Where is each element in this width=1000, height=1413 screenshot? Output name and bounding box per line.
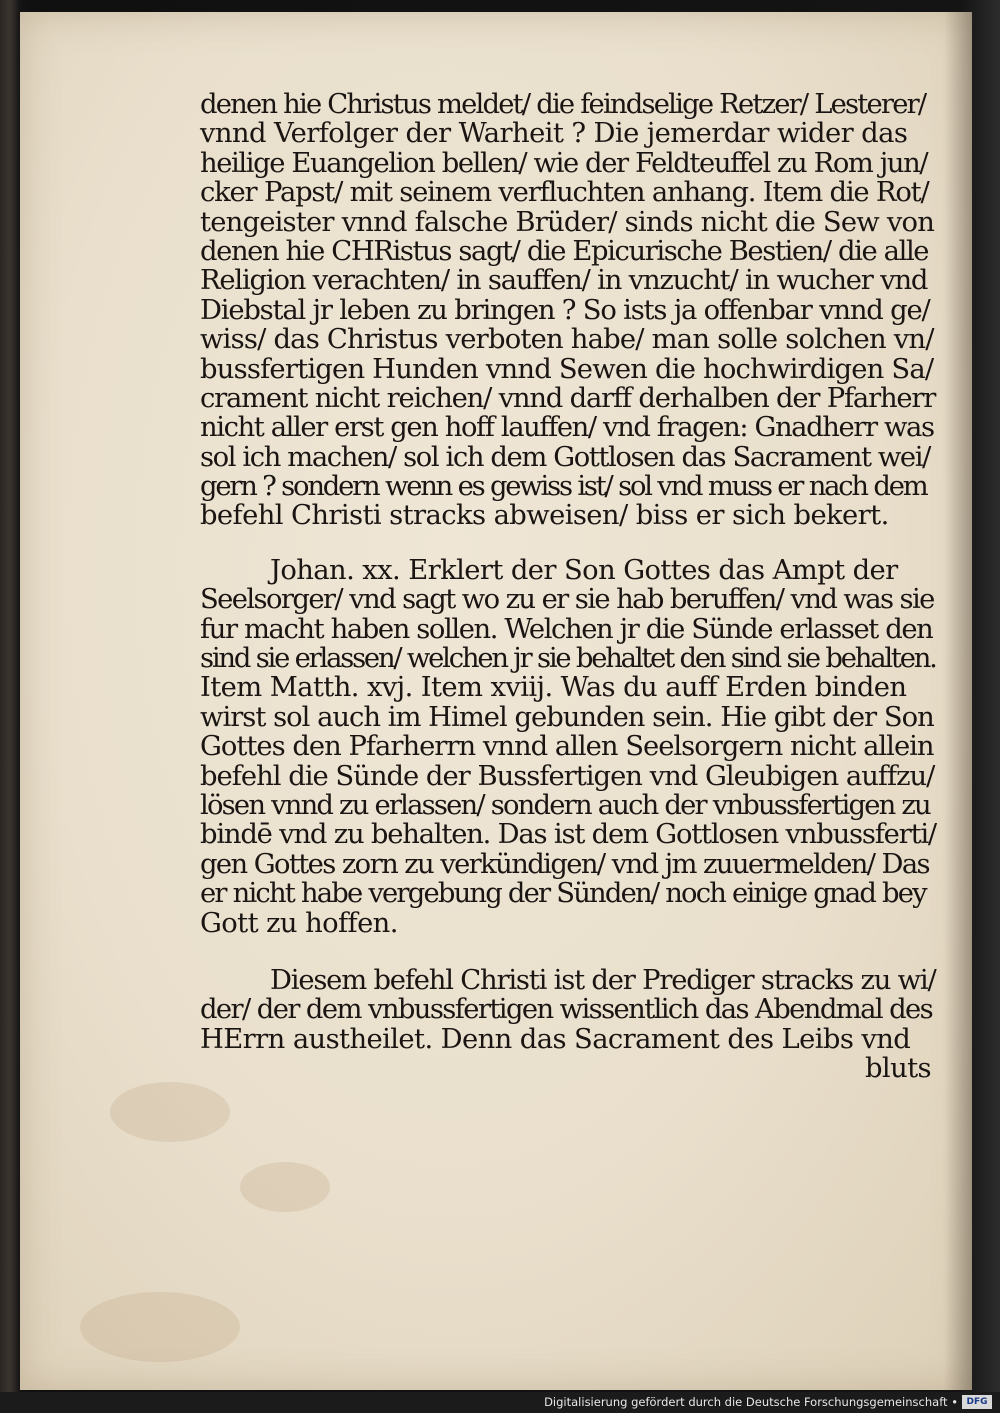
text-line: bindē vnd zu behalten. Das ist dem Gottlosen vnbussferti/ — [200, 819, 936, 851]
dfg-logo: DFG — [962, 1395, 992, 1409]
text-line: nicht aller erst gen hoff lauffen/ vnd fragen: Gnadherr was — [200, 412, 934, 444]
paragraph-gap — [200, 531, 935, 556]
paper-stain — [110, 1082, 230, 1142]
text-line: wiss/ das Christus verboten habe/ man solle solchen vn/ — [200, 324, 934, 356]
paper-stain — [80, 1292, 240, 1362]
text-line: crament nicht reichen/ vnnd darff derhalben der Pfarherr — [200, 382, 936, 414]
footer-separator: • — [951, 1395, 958, 1409]
text-line: denen hie CHRistus sagt/ die Epicurische Bestien/ die alle — [200, 235, 929, 267]
text-line: Item Matth. xvj. Item xviij. Was du auff Erden binden — [200, 672, 907, 704]
page-gutter-shadow — [944, 12, 972, 1390]
paragraph-gap — [200, 938, 935, 966]
catchword: bluts — [865, 1053, 931, 1085]
page-text — [200, 90, 935, 1084]
paragraph — [200, 90, 935, 531]
paper-stain — [240, 1162, 330, 1212]
text-line: gern ? sondern wenn es gewiss ist/ sol vnd muss er nach dem — [200, 471, 927, 503]
text-line: Johan. xx. Erklert der Son Gottes das Ampt der — [270, 554, 898, 586]
text-line: Seelsorger/ vnd sagt wo zu er sie hab beruffen/ vnd was sie — [200, 584, 934, 616]
text-line: HErrn austheilet. Denn das Sacrament des Leibs vnd — [200, 1023, 911, 1055]
text-line: Diebstal jr leben zu bringen ? So ists ja offenbar vnnd ge/ — [200, 294, 930, 326]
text-line: heilige Euangelion bellen/ wie der Feldteuffel zu Rom jun/ — [200, 147, 928, 179]
text-line: denen hie Christus meldet/ die feindselige Retzer/ Lesterer/ — [200, 89, 926, 120]
paragraph — [200, 966, 935, 1084]
text-line: tengeister vnnd falsche Brüder/ sinds nicht die Sew von — [200, 206, 935, 238]
funding-credit-text: Digitalisierung gefördert durch die Deutsche Forschungsgemeinschaft — [544, 1395, 948, 1409]
text-line: der/ der dem vnbussfertigen wissentlich das Abendmal des — [200, 994, 933, 1026]
text-line: gen Gottes zorn zu verkündigen/ vnd jm zuuermelden/ Das — [200, 848, 930, 880]
text-line: Religion verachten/ in sauffen/ in vnzucht/ in wucher vnd — [200, 265, 928, 297]
footer-credit — [544, 1394, 958, 1410]
text-line: wirst sol auch im Himel gebunden sein. Hie gibt der Son — [200, 701, 934, 733]
text-line: lösen vnnd zu erlassen/ sondern auch der vnbussfertigen zu — [200, 789, 930, 821]
text-line: Gott zu hoffen. — [200, 907, 398, 939]
text-line: cker Papst/ mit seinem verfluchten anhang. Item die Rot/ — [200, 177, 929, 209]
digitization-footer — [0, 1392, 1000, 1413]
text-line: er nicht habe vergebung der Sünden/ noch einige gnad bey — [200, 878, 926, 910]
paragraph — [200, 556, 935, 938]
text-line: Gottes den Pfarherrn vnnd allen Seelsorgern nicht allein — [200, 731, 934, 763]
text-line: vnnd Verfolger der Warheit ? Die jemerdar wider das — [200, 118, 908, 150]
text-line: befehl Christi stracks abweisen/ biss er sich bekert. — [200, 500, 889, 532]
text-line: sol ich machen/ sol ich dem Gottlosen das Sacrament wei/ — [200, 441, 930, 473]
text-line: befehl die Sünde der Bussfertigen vnd Gleubigen auffzu/ — [200, 760, 935, 792]
text-line: bussfertigen Hunden vnnd Sewen die hochwirdigen Sa/ — [200, 353, 934, 385]
text-line: fur macht haben sollen. Welchen jr die Sünde erlasset den — [200, 613, 933, 645]
text-line: Diesem befehl Christi ist der Prediger stracks zu wi/ — [270, 964, 936, 996]
text-line: sind sie erlassen/ welchen jr sie behaltet den sind sie behalten. — [200, 643, 936, 675]
